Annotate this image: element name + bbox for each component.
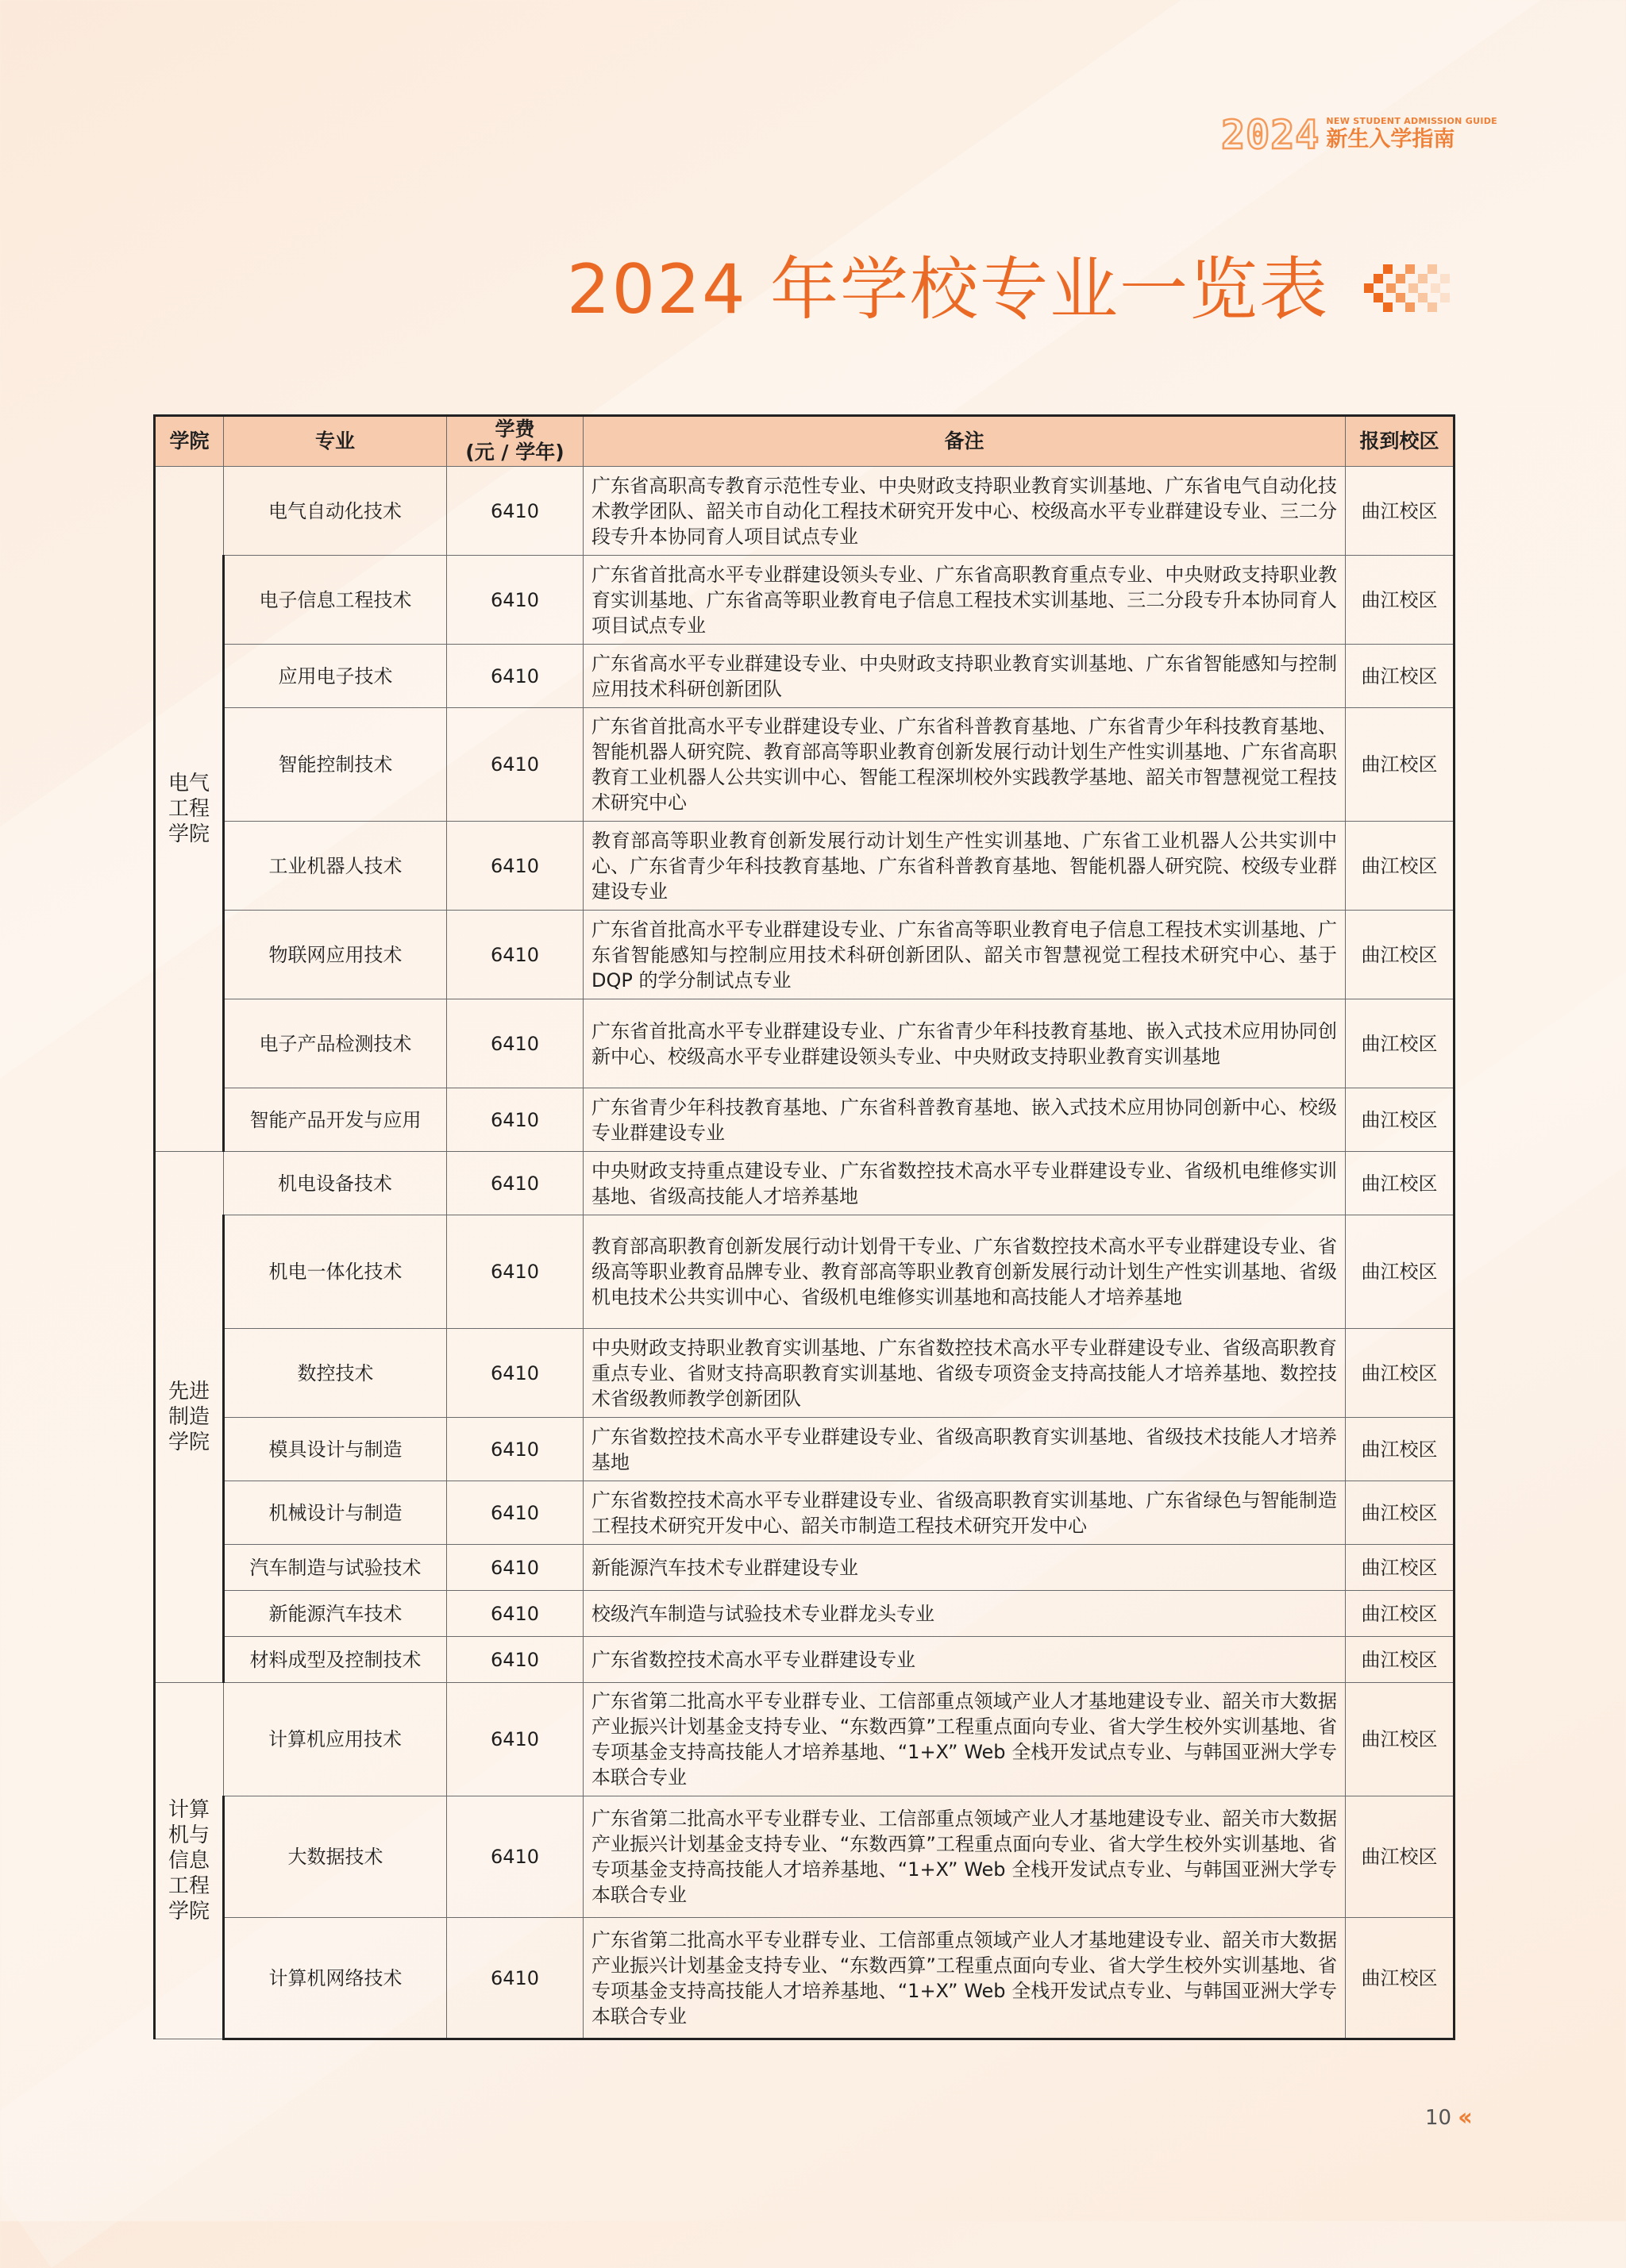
major-cell: 电子信息工程技术 [224, 556, 447, 645]
major-cell: 材料成型及控制技术 [224, 1637, 447, 1683]
major-cell: 新能源汽车技术 [224, 1591, 447, 1637]
table-row [155, 822, 1455, 911]
major-cell: 机械设计与制造 [224, 1481, 447, 1545]
table-row [155, 1545, 1455, 1591]
brand-year: 2024 [1221, 112, 1320, 158]
fee-cell: 6410 [447, 1088, 584, 1152]
header-fee: 学费 (元 / 学年) [447, 416, 584, 467]
college-cell: 计算机与信息工程学院 [155, 1683, 224, 2039]
table-row [155, 1088, 1455, 1152]
campus-cell: 曲江校区 [1346, 1215, 1455, 1329]
fee-cell: 6410 [447, 1418, 584, 1481]
note-cell: 教育部高职教育创新发展行动计划骨干专业、广东省数控技术高水平专业群建设专业、省级高等职业教育品牌专业、教育部高等职业教育创新发展行动计划生产性实训基地、省级机电技术公共实训中心、省级机电维修实训基地和高技能人才培养基地 [584, 1215, 1346, 1329]
note-cell: 广东省第二批高水平专业群专业、工信部重点领域产业人才基地建设专业、韶关市大数据产业振兴计划基金支持专业、“东数西算”工程重点面向专业、省大学生校外实训基地、省专项基金支持高技能人才培养基地、“1+X” Web 全栈开发试点专业、与韩国亚洲大学专本联合专业 [584, 1918, 1346, 2039]
major-cell: 智能控制技术 [224, 708, 447, 822]
major-table [153, 414, 1455, 2040]
campus-cell: 曲江校区 [1346, 556, 1455, 645]
note-cell: 广东省首批高水平专业群建设专业、广东省科普教育基地、广东省青少年科技教育基地、智能机器人研究院、教育部高等职业教育创新发展行动计划生产性实训基地、广东省高职教育工业机器人公共实训中心、智能工程深圳校外实践教学基地、韶关市智慧视觉工程技术研究中心 [584, 708, 1346, 822]
fee-cell: 6410 [447, 1329, 584, 1418]
campus-cell: 曲江校区 [1346, 645, 1455, 708]
table-row [155, 708, 1455, 822]
header-note: 备注 [584, 416, 1346, 467]
note-cell: 校级汽车制造与试验技术专业群龙头专业 [584, 1591, 1346, 1637]
major-cell: 机电设备技术 [224, 1152, 447, 1215]
fee-cell: 6410 [447, 1683, 584, 1796]
table-row [155, 1418, 1455, 1481]
fee-cell: 6410 [447, 1545, 584, 1591]
major-cell: 电子产品检测技术 [224, 999, 447, 1088]
brand-subtitle-cn: 新生入学指南 [1326, 127, 1455, 152]
table-row [155, 999, 1455, 1088]
major-cell: 电气自动化技术 [224, 467, 447, 556]
fee-cell: 6410 [447, 708, 584, 822]
fee-cell: 6410 [447, 556, 584, 645]
table-header-row [155, 416, 1455, 467]
page-number: 10 ‹‹ [1425, 2104, 1468, 2131]
table-row [155, 645, 1455, 708]
campus-cell: 曲江校区 [1346, 467, 1455, 556]
fee-cell: 6410 [447, 1637, 584, 1683]
campus-cell: 曲江校区 [1346, 1545, 1455, 1591]
campus-cell: 曲江校区 [1346, 999, 1455, 1088]
chevron-decoration-icon [1350, 254, 1453, 325]
table-row [155, 1152, 1455, 1215]
college-cell: 先进制造学院 [155, 1152, 224, 1683]
note-cell: 新能源汽车技术专业群建设专业 [584, 1545, 1346, 1591]
college-cell: 电气工程学院 [155, 467, 224, 1152]
header-college: 学院 [155, 416, 224, 467]
major-cell: 数控技术 [224, 1329, 447, 1418]
fee-cell: 6410 [447, 1215, 584, 1329]
campus-cell: 曲江校区 [1346, 1918, 1455, 2039]
fee-cell: 6410 [447, 911, 584, 999]
header-major: 专业 [224, 416, 447, 467]
fee-cell: 6410 [447, 467, 584, 556]
campus-cell: 曲江校区 [1346, 1481, 1455, 1545]
note-cell: 广东省首批高水平专业群建设领头专业、广东省高职教育重点专业、中央财政支持职业教育实训基地、广东省高等职业教育电子信息工程技术实训基地、三二分段专升本协同育人项目试点专业 [584, 556, 1346, 645]
campus-cell: 曲江校区 [1346, 822, 1455, 911]
table-row [155, 1918, 1455, 2039]
note-cell: 广东省第二批高水平专业群专业、工信部重点领域产业人才基地建设专业、韶关市大数据产业振兴计划基金支持专业、“东数西算”工程重点面向专业、省大学生校外实训基地、省专项基金支持高技能人才培养基地、“1+X” Web 全栈开发试点专业、与韩国亚洲大学专本联合专业 [584, 1683, 1346, 1796]
major-cell: 智能产品开发与应用 [224, 1088, 447, 1152]
campus-cell: 曲江校区 [1346, 1418, 1455, 1481]
major-cell: 模具设计与制造 [224, 1418, 447, 1481]
note-cell: 广东省首批高水平专业群建设专业、广东省高等职业教育电子信息工程技术实训基地、广东省智能感知与控制应用技术科研创新团队、韶关市智慧视觉工程技术研究中心、基于 DQP 的学分制试点专业 [584, 911, 1346, 999]
note-cell: 广东省数控技术高水平专业群建设专业、省级高职教育实训基地、广东省绿色与智能制造工程技术研究开发中心、韶关市制造工程技术研究开发中心 [584, 1481, 1346, 1545]
table-row [155, 1329, 1455, 1418]
major-cell: 工业机器人技术 [224, 822, 447, 911]
fee-cell: 6410 [447, 999, 584, 1088]
fee-cell: 6410 [447, 822, 584, 911]
note-cell: 广东省首批高水平专业群建设专业、广东省青少年科技教育基地、嵌入式技术应用协同创新中心、校级高水平专业群建设领头专业、中央财政支持职业教育实训基地 [584, 999, 1346, 1088]
brand-logo [1221, 111, 1497, 159]
major-cell: 大数据技术 [224, 1796, 447, 1918]
fee-cell: 6410 [447, 1481, 584, 1545]
note-cell: 广东省数控技术高水平专业群建设专业 [584, 1637, 1346, 1683]
campus-cell: 曲江校区 [1346, 1152, 1455, 1215]
note-cell: 中央财政支持重点建设专业、广东省数控技术高水平专业群建设专业、省级机电维修实训基地、省级高技能人才培养基地 [584, 1152, 1346, 1215]
table-row [155, 556, 1455, 645]
fee-cell: 6410 [447, 1152, 584, 1215]
note-cell: 广东省高水平专业群建设专业、中央财政支持职业教育实训基地、广东省智能感知与控制应用技术科研创新团队 [584, 645, 1346, 708]
campus-cell: 曲江校区 [1346, 1329, 1455, 1418]
header-campus: 报到校区 [1346, 416, 1455, 467]
major-cell: 计算机应用技术 [224, 1683, 447, 1796]
note-cell: 中央财政支持职业教育实训基地、广东省数控技术高水平专业群建设专业、省级高职教育重点专业、省财支持高职教育实训基地、省级专项资金支持高技能人才培养基地、数控技术省级教师教学创新团队 [584, 1329, 1346, 1418]
campus-cell: 曲江校区 [1346, 1637, 1455, 1683]
major-cell: 应用电子技术 [224, 645, 447, 708]
major-cell: 机电一体化技术 [224, 1215, 447, 1329]
fee-cell: 6410 [447, 645, 584, 708]
campus-cell: 曲江校区 [1346, 1683, 1455, 1796]
note-cell: 广东省高职高专教育示范性专业、中央财政支持职业教育实训基地、广东省电气自动化技术教学团队、韶关市自动化工程技术研究开发中心、校级高水平专业群建设专业、三二分段专升本协同育人项目试点专业 [584, 467, 1346, 556]
campus-cell: 曲江校区 [1346, 911, 1455, 999]
table-row [155, 1637, 1455, 1683]
table-row [155, 1591, 1455, 1637]
table-row [155, 1796, 1455, 1918]
table-row [155, 467, 1455, 556]
major-cell: 汽车制造与试验技术 [224, 1545, 447, 1591]
campus-cell: 曲江校区 [1346, 1088, 1455, 1152]
campus-cell: 曲江校区 [1346, 708, 1455, 822]
note-cell: 广东省青少年科技教育基地、广东省科普教育基地、嵌入式技术应用协同创新中心、校级专业群建设专业 [584, 1088, 1346, 1152]
table-row [155, 1683, 1455, 1796]
table-row [155, 911, 1455, 999]
fee-cell: 6410 [447, 1591, 584, 1637]
major-cell: 物联网应用技术 [224, 911, 447, 999]
major-cell: 计算机网络技术 [224, 1918, 447, 2039]
table-row [155, 1481, 1455, 1545]
note-cell: 广东省第二批高水平专业群专业、工信部重点领域产业人才基地建设专业、韶关市大数据产业振兴计划基金支持专业、“东数西算”工程重点面向专业、省大学生校外实训基地、省专项基金支持高技能人才培养基地、“1+X” Web 全栈开发试点专业、与韩国亚洲大学专本联合专业 [584, 1796, 1346, 1918]
campus-cell: 曲江校区 [1346, 1591, 1455, 1637]
fee-cell: 6410 [447, 1918, 584, 2039]
campus-cell: 曲江校区 [1346, 1796, 1455, 1918]
note-cell: 广东省数控技术高水平专业群建设专业、省级高职教育实训基地、省级技术技能人才培养基地 [584, 1418, 1346, 1481]
brand-subtitle-en: NEW STUDENT ADMISSION GUIDE [1326, 116, 1497, 127]
note-cell: 教育部高等职业教育创新发展行动计划生产性实训基地、广东省工业机器人公共实训中心、广东省青少年科技教育基地、广东省科普教育基地、智能机器人研究院、校级专业群建设专业 [584, 822, 1346, 911]
chevron-left-icon: ‹‹ [1458, 2104, 1468, 2131]
fee-cell: 6410 [447, 1796, 584, 1918]
table-row [155, 1215, 1455, 1329]
page-title: 2024 年学校专业一览表 [566, 250, 1329, 329]
